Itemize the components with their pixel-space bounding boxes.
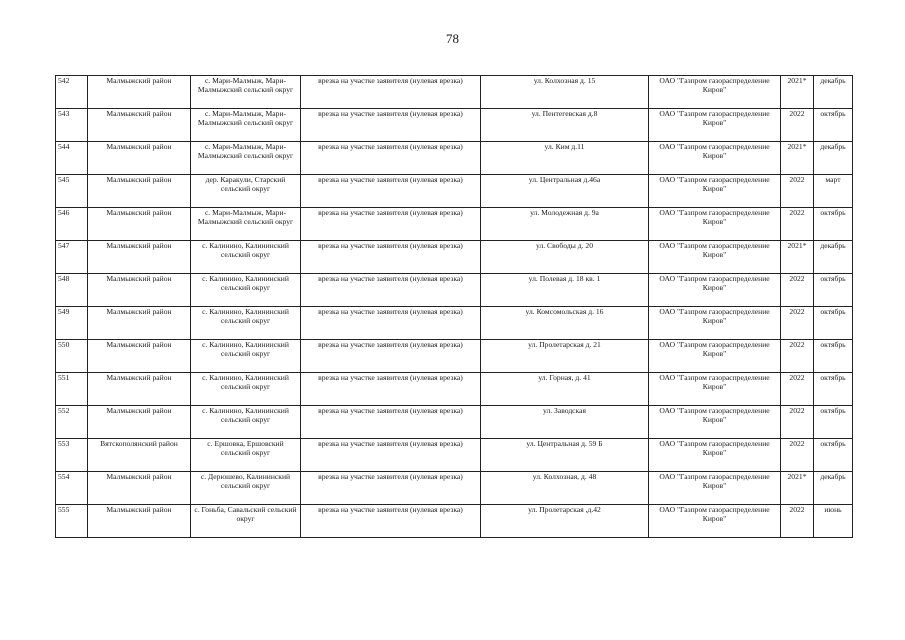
table-row xyxy=(56,340,853,373)
address-cell: ул. Колхозная д. 15 xyxy=(481,76,649,109)
work-type-cell: врезка на участке заявителя (нулевая врезка) xyxy=(301,472,481,505)
address-cell: ул. Комсомольская д. 16 xyxy=(481,307,649,340)
year-cell: 2022 xyxy=(781,307,814,340)
year-cell: 2022 xyxy=(781,439,814,472)
month-cell: декабрь xyxy=(814,241,853,274)
row-number: 548 xyxy=(56,274,88,307)
table-row xyxy=(56,472,853,505)
month-cell: октябрь xyxy=(814,340,853,373)
organization-cell: ОАО "Газпром газораспределение Киров" xyxy=(649,241,781,274)
row-number: 550 xyxy=(56,340,88,373)
row-number: 546 xyxy=(56,208,88,241)
month-cell: декабрь xyxy=(814,76,853,109)
row-number: 552 xyxy=(56,406,88,439)
organization-cell: ОАО "Газпром газораспределение Киров" xyxy=(649,439,781,472)
locality-cell: с. Калинино, Калининский сельский округ xyxy=(191,340,301,373)
locality-cell: с. Калинино, Калининский сельский округ xyxy=(191,373,301,406)
address-cell: ул. Пролетарская ,д.42 xyxy=(481,505,649,538)
district-cell: Малмыжский район xyxy=(88,175,191,208)
address-cell: ул. Заводская xyxy=(481,406,649,439)
district-cell: Малмыжский район xyxy=(88,373,191,406)
table-row xyxy=(56,274,853,307)
table-row xyxy=(56,175,853,208)
organization-cell: ОАО "Газпром газораспределение Киров" xyxy=(649,76,781,109)
locality-cell: с. Мари-Малмыж, Мари-Малмыжский сельский округ xyxy=(191,76,301,109)
year-cell: 2022 xyxy=(781,373,814,406)
district-cell: Малмыжский район xyxy=(88,505,191,538)
month-cell: март xyxy=(814,175,853,208)
month-cell: октябрь xyxy=(814,274,853,307)
row-number: 549 xyxy=(56,307,88,340)
district-cell: Малмыжский район xyxy=(88,340,191,373)
year-cell: 2021* xyxy=(781,142,814,175)
table-row xyxy=(56,406,853,439)
row-number: 545 xyxy=(56,175,88,208)
table-row xyxy=(56,505,853,538)
work-type-cell: врезка на участке заявителя (нулевая врезка) xyxy=(301,307,481,340)
district-cell: Малмыжский район xyxy=(88,307,191,340)
locality-cell: с. Мари-Малмыж, Мари-Малмыжский сельский округ xyxy=(191,109,301,142)
row-number: 553 xyxy=(56,439,88,472)
month-cell: октябрь xyxy=(814,307,853,340)
district-cell: Вятскополянский район xyxy=(88,439,191,472)
work-type-cell: врезка на участке заявителя (нулевая врезка) xyxy=(301,340,481,373)
organization-cell: ОАО "Газпром газораспределение Киров" xyxy=(649,373,781,406)
work-type-cell: врезка на участке заявителя (нулевая врезка) xyxy=(301,208,481,241)
organization-cell: ОАО "Газпром газораспределение Киров" xyxy=(649,340,781,373)
locality-cell: с. Гоньба, Савальский сельский округ xyxy=(191,505,301,538)
address-cell: ул. Горная, д. 41 xyxy=(481,373,649,406)
address-cell: ул. Центральная д. 59 Б xyxy=(481,439,649,472)
year-cell: 2021* xyxy=(781,241,814,274)
table-row xyxy=(56,373,853,406)
row-number: 551 xyxy=(56,373,88,406)
district-cell: Малмыжский район xyxy=(88,142,191,175)
month-cell: декабрь xyxy=(814,472,853,505)
locality-cell: с. Мари-Малмыж, Мари-Малмыжский сельский округ xyxy=(191,142,301,175)
address-cell: ул. Ким д.11 xyxy=(481,142,649,175)
district-cell: Малмыжский район xyxy=(88,76,191,109)
organization-cell: ОАО "Газпром газораспределение Киров" xyxy=(649,406,781,439)
address-cell: ул. Молодежная д. 9а xyxy=(481,208,649,241)
month-cell: декабрь xyxy=(814,142,853,175)
organization-cell: ОАО "Газпром газораспределение Киров" xyxy=(649,472,781,505)
address-cell: ул. Свободы д. 20 xyxy=(481,241,649,274)
district-cell: Малмыжский район xyxy=(88,472,191,505)
district-cell: Малмыжский район xyxy=(88,109,191,142)
district-cell: Малмыжский район xyxy=(88,406,191,439)
district-cell: Малмыжский район xyxy=(88,274,191,307)
year-cell: 2022 xyxy=(781,109,814,142)
page-number: 78 xyxy=(446,31,459,46)
locality-cell: с. Калинино, Калининский сельский округ xyxy=(191,307,301,340)
organization-cell: ОАО "Газпром газораспределение Киров" xyxy=(649,175,781,208)
work-type-cell: врезка на участке заявителя (нулевая врезка) xyxy=(301,373,481,406)
year-cell: 2022 xyxy=(781,274,814,307)
gas-connection-table xyxy=(55,75,853,538)
month-cell: октябрь xyxy=(814,439,853,472)
organization-cell: ОАО "Газпром газораспределение Киров" xyxy=(649,505,781,538)
table-body xyxy=(56,76,853,538)
month-cell: октябрь xyxy=(814,373,853,406)
organization-cell: ОАО "Газпром газораспределение Киров" xyxy=(649,274,781,307)
work-type-cell: врезка на участке заявителя (нулевая врезка) xyxy=(301,241,481,274)
district-cell: Малмыжский район xyxy=(88,241,191,274)
district-cell: Малмыжский район xyxy=(88,208,191,241)
organization-cell: ОАО "Газпром газораспределение Киров" xyxy=(649,307,781,340)
table-row xyxy=(56,109,853,142)
row-number: 547 xyxy=(56,241,88,274)
row-number: 554 xyxy=(56,472,88,505)
address-cell: ул. Полевая д. 18 кв. 1 xyxy=(481,274,649,307)
year-cell: 2021* xyxy=(781,76,814,109)
month-cell: октябрь xyxy=(814,208,853,241)
table-row xyxy=(56,208,853,241)
year-cell: 2021* xyxy=(781,472,814,505)
month-cell: октябрь xyxy=(814,109,853,142)
month-cell: октябрь xyxy=(814,406,853,439)
locality-cell: дер. Каракули, Старский сельский округ xyxy=(191,175,301,208)
table-row xyxy=(56,439,853,472)
organization-cell: ОАО "Газпром газораспределение Киров" xyxy=(649,142,781,175)
locality-cell: с. Мари-Малмыж, Мари-Малмыжский сельский округ xyxy=(191,208,301,241)
year-cell: 2022 xyxy=(781,505,814,538)
month-cell: июнь xyxy=(814,505,853,538)
year-cell: 2022 xyxy=(781,406,814,439)
locality-cell: с. Калинино, Калининский сельский округ xyxy=(191,241,301,274)
work-type-cell: врезка на участке заявителя (нулевая врезка) xyxy=(301,439,481,472)
work-type-cell: врезка на участке заявителя (нулевая врезка) xyxy=(301,76,481,109)
locality-cell: с. Дерюшево, Калининский сельский округ xyxy=(191,472,301,505)
locality-cell: с. Калинино, Калининский сельский округ xyxy=(191,406,301,439)
row-number: 555 xyxy=(56,505,88,538)
organization-cell: ОАО "Газпром газораспределение Киров" xyxy=(649,109,781,142)
address-cell: ул. Пролетарская д. 21 xyxy=(481,340,649,373)
work-type-cell: врезка на участке заявителя (нулевая врезка) xyxy=(301,406,481,439)
table-row xyxy=(56,76,853,109)
address-cell: ул. Пентегевская д.8 xyxy=(481,109,649,142)
locality-cell: с. Ершовка, Ершовский сельский округ xyxy=(191,439,301,472)
year-cell: 2022 xyxy=(781,175,814,208)
locality-cell: с. Калинино, Калининский сельский округ xyxy=(191,274,301,307)
row-number: 542 xyxy=(56,76,88,109)
year-cell: 2022 xyxy=(781,208,814,241)
work-type-cell: врезка на участке заявителя (нулевая врезка) xyxy=(301,109,481,142)
year-cell: 2022 xyxy=(781,340,814,373)
work-type-cell: врезка на участке заявителя (нулевая врезка) xyxy=(301,274,481,307)
table-row xyxy=(56,241,853,274)
work-type-cell: врезка на участке заявителя (нулевая врезка) xyxy=(301,175,481,208)
work-type-cell: врезка на участке заявителя (нулевая врезка) xyxy=(301,142,481,175)
row-number: 544 xyxy=(56,142,88,175)
address-cell: ул. Колхозная, д. 48 xyxy=(481,472,649,505)
row-number: 543 xyxy=(56,109,88,142)
work-type-cell: врезка на участке заявителя (нулевая врезка) xyxy=(301,505,481,538)
organization-cell: ОАО "Газпром газораспределение Киров" xyxy=(649,208,781,241)
address-cell: ул. Центральная д.46а xyxy=(481,175,649,208)
table-row xyxy=(56,142,853,175)
table-row xyxy=(56,307,853,340)
